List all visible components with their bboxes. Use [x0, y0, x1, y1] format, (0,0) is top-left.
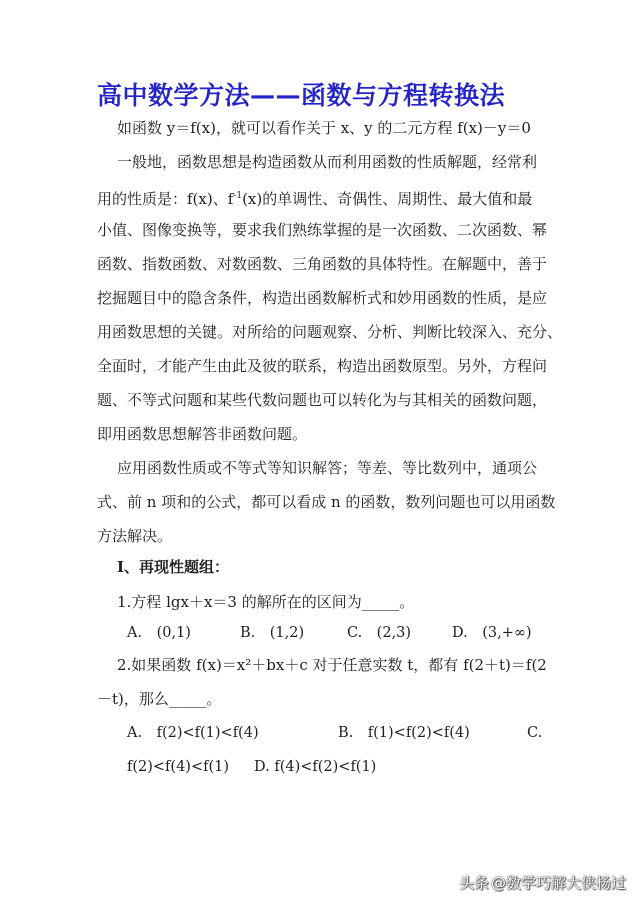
question-2-option-b: B. f(1)<f(2)<f(4): [338, 725, 470, 741]
paragraph-2-line-8: 题、不等式问题和某些代数问题也可以转化为与其相关的函数问题，: [97, 391, 548, 409]
question-2-option-a: A. f(2)<f(1)<f(4): [127, 725, 259, 741]
paragraph-2-line-2b: (x)的单调性、奇偶性、周期性、最大值和最: [242, 190, 533, 208]
section-heading: Ⅰ、再现性题组：: [117, 558, 230, 576]
paragraph-3-line-3: 方法解决。: [97, 527, 173, 545]
paragraph-2-line-2a: 用的性质是：f(x)、f: [97, 190, 234, 208]
paragraph-2-line-7: 全面时，才能产生由此及彼的联系，构造出函数原型。另外，方程问: [97, 357, 548, 375]
question-2-stem-line-2: －t)，那么_____。: [97, 690, 222, 708]
page-title: 高中数学方法——函数与方程转换法: [97, 81, 506, 110]
paragraph-2-line-5: 挖掘题目中的隐含条件，构造出函数解析式和妙用函数的性质，是应: [97, 289, 548, 307]
paragraph-1: 如函数 y＝f(x)，就可以看作关于 x、y 的二元方程 f(x)－y＝0: [117, 119, 531, 137]
question-1-option-b: B. (1,2): [240, 625, 305, 641]
paragraph-3-line-1: 应用函数性质或不等式等知识解答；等差、等比数列中，通项公: [117, 459, 538, 477]
question-2-option-c-value: f(2)<f(4)<f(1): [127, 759, 230, 775]
question-2-option-c-label: C.: [527, 725, 543, 741]
question-1-option-d: D. (3,+∞): [452, 625, 532, 641]
paragraph-2-line-3: 小值、图像变换等，要求我们熟练掌握的是一次函数、二次函数、幂: [97, 221, 548, 239]
watermark: [459, 872, 626, 893]
question-2-stem-line-1: 2.如果函数 f(x)＝x²＋bx＋c 对于任意实数 t，都有 f(2＋t)＝f(2: [117, 656, 547, 674]
paragraph-2-line-2: [97, 186, 532, 209]
question-1-option-a: A. (0,1): [127, 625, 191, 641]
watermark-prefix: 头条: [458, 874, 489, 892]
paragraph-2-line-9: 即用函数思想解答非函数问题。: [97, 425, 308, 443]
question-2-option-d: D. f(4)<f(2)<f(1): [254, 759, 377, 775]
paragraph-3-line-2: 式、前 n 项和的公式，都可以看成 n 的函数，数列问题也可以用函数: [97, 493, 556, 511]
question-1-option-c: C. (2,3): [347, 625, 412, 641]
inverse-superscript: -1: [233, 191, 243, 201]
paragraph-2-line-6: 用函数思想的关键。对所给的问题观察、分析、判断比较深入、充分、: [97, 323, 563, 341]
paragraph-2-line-4: 函数、指数函数、对数函数、三角函数的具体特性。在解题中，善于: [97, 255, 548, 273]
paragraph-2-line-1: 一般地，函数思想是构造函数从而利用函数的性质解题，经常利: [117, 153, 538, 171]
watermark-handle: @数学巧解大侠杨过: [490, 874, 626, 892]
question-1-stem: 1.方程 lgx＋x＝3 的解所在的区间为_____。: [117, 593, 415, 611]
